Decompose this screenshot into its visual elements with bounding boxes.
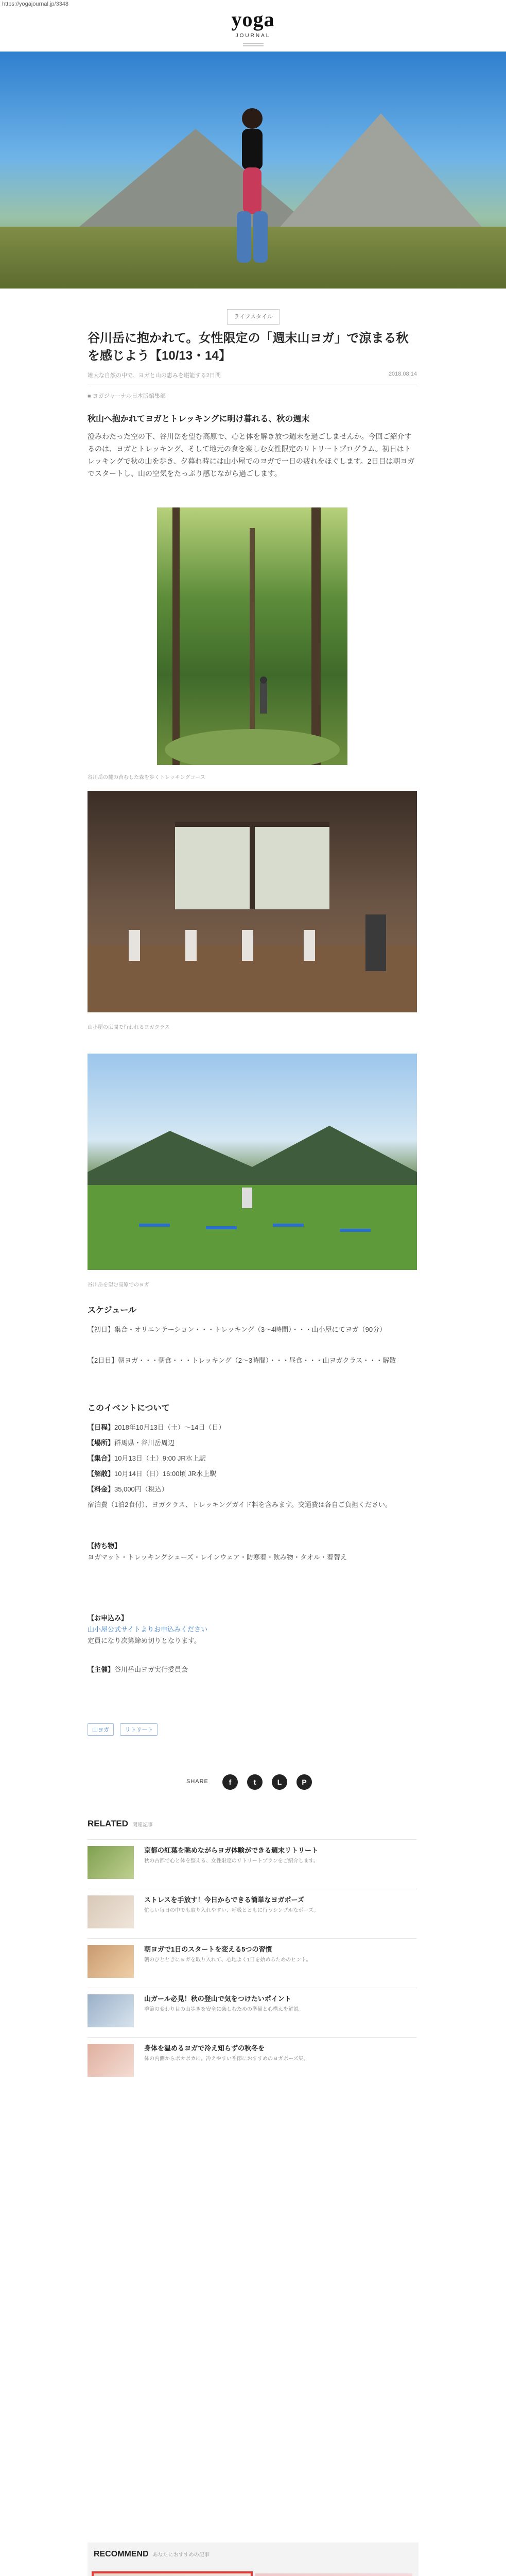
tag-list [88,1723,162,1736]
yoga-pose-figure [221,98,283,268]
event-meet: 【集合】10月13日（土）9:00 JR水上駅 [88,1454,206,1462]
event-items: 【持ち物】 ヨガマット・トレッキングシューズ・レインウェア・防寒着・飲み物・タオル・着替え [88,1542,347,1561]
related-title: RELATED 関連記事 [88,1819,153,1828]
schedule-heading: スケジュール [88,1306,137,1315]
studio-yoga-photo [88,791,417,1012]
event-heading: このイベントについて [88,1404,170,1413]
twitter-icon[interactable]: t [247,1774,263,1790]
site-header [0,0,506,52]
section-heading: 秋山へ抱かれてヨガとトレッキングに明け暮れる、秋の週末 [88,415,310,423]
schedule-day1: 【初日】集合・オリエンテーション・・・トレッキング（3〜4時間）・・・山小屋にてヨガ（90分） [88,1326,387,1333]
event-dismiss: 【解散】10月14日（日）16:00頃 JR水上駅 [88,1470,216,1478]
event-contact: 【お申込み】 山小屋公式サイトよりお申込みください 定員になり次第締め切りとなります。 [88,1614,208,1645]
site-logo[interactable]: yoga [231,8,275,31]
event-notes: 宿泊費（1泊2食付）、ヨガクラス、トレッキングガイド料を含みます。交通費は各自ご負担ください。 [88,1501,392,1509]
photo-caption-3: 谷川岳を望む高原でのヨガ [88,1282,149,1288]
article-lead: 雄大な自然の中で、ヨガと山の恵みを堪能する2日間 [88,372,221,379]
recommend-card[interactable] [94,2573,251,2576]
contact-link[interactable]: 山小屋公式サイトよりお申込みください [88,1625,208,1633]
recommend-section [88,2543,418,2576]
share-bar [186,1772,320,1793]
article-date: 2018.08.14 [388,371,417,377]
line-icon[interactable]: L [272,1774,287,1790]
article-meta [88,371,417,379]
related-item[interactable]: 京都の紅葉を眺めながらヨガ体験ができる週末リトリート 秋の古都で心と体を整える、女性限定のリトリートプランをご紹介します。 [88,1839,417,1889]
forest-trail-photo [157,507,347,765]
facebook-icon[interactable]: f [222,1774,238,1790]
category-badge[interactable]: ライフスタイル [227,309,280,325]
recommend-title: RECOMMEND あなたにおすすめの記事 [94,2550,210,2558]
related-item[interactable]: ストレスを手放す！今日からできる簡単なヨガポーズ 忙しい毎日の中でも取り入れやすい、呼吸とともに行うシンプルなポーズ。 [88,1889,417,1939]
tag[interactable]: 山ヨガ [88,1723,114,1736]
schedule-day2: 【2日目】朝ヨガ・・・朝食・・・トレッキング（2〜3時間）・・・昼食・・・山ヨガクラス・・・解散 [88,1357,396,1364]
tag[interactable]: リトリート [120,1723,158,1736]
article-body: 澄みわたった空の下、谷川岳を望む高原で、心と体を解き放つ週末を過ごしませんか。今回ご紹介するのは、ヨガとトレッキング、そして地元の食を楽しむ女性限定のリトリートプログラム。初日はトレッキングで秋の山を歩き、夕暮れ時には山小屋でのヨガで一日の疲れをほぐします。2日目は朝ヨガでスタートし、山の空気をたっぷり感じながら過ごします。 [88,432,415,478]
photo-caption-1: 谷川岳の麓の苔むした森を歩くトレッキングコース [88,775,205,781]
related-item[interactable]: 朝ヨガで1日のスタートを変える5つの習慣 朝のひとときにヨガを取り入れて、心地よく1日を始めるためのヒント。 [88,1938,417,1988]
site-logo-sub: JOURNAL [235,33,271,39]
event-period: 【日程】2018年10月13日（土）〜14日（日） [88,1423,225,1431]
browser-url: https://yogajournal.jp/3348 [2,1,69,7]
article-author[interactable]: ■ ヨガジャーナル日本版編集部 [88,393,166,399]
meadow-yoga-photo [88,1054,417,1270]
share-label: SHARE [186,1778,208,1785]
event-organizer: 【主催】谷川岳山ヨガ実行委員会 [88,1666,188,1673]
hamburger-icon[interactable] [243,41,264,48]
related-item[interactable]: 身体を温めるヨガで冷え知らずの秋冬を 体の内側からポカポカに。冷えやすい季節におすすめのヨガポーズ集。 [88,2037,417,2087]
photo-caption-2: 山小屋の広間で行われるヨガクラス [88,1025,170,1030]
pinterest-icon[interactable]: P [296,1774,312,1790]
article-title: 谷川岳に抱かれて。女性限定の「週末山ヨガ」で涼まる秋を感じよう【10/13・14】 [88,331,409,363]
hero-image [0,52,506,289]
event-place: 【場所】群馬県・谷川岳周辺 [88,1439,175,1447]
event-fee: 【料金】35,000円（税込） [88,1485,168,1493]
recommend-card[interactable] [255,2573,412,2576]
author-icon: ■ [88,393,93,399]
related-item[interactable]: 山ガール必見！秋の登山で気をつけたいポイント 季節の変わり目の山歩きを安全に楽しむための準備と心構えを解説。 [88,1988,417,2038]
